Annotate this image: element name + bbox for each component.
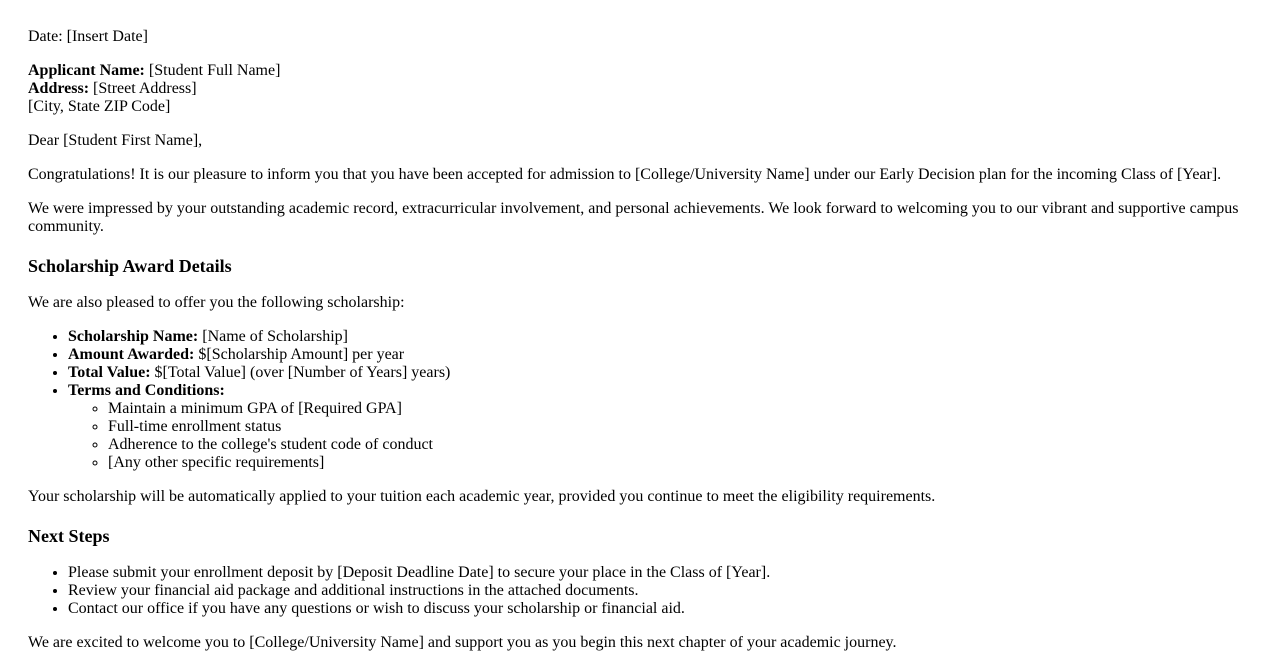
amount-awarded-label: Amount Awarded: (68, 346, 195, 363)
impressed-paragraph: We were impressed by your outstanding academic record, extracurricular involvement, and personal achievements. We look forward to welcoming you to our vibrant and supportive campus community. (28, 200, 1239, 235)
applicant-name-line (28, 62, 1248, 80)
list-item: • Contact our office if you have any questions or wish to discuss your scholarship or financial aid. (68, 600, 1248, 618)
address-line (28, 80, 1248, 98)
applicant-name-label: Applicant Name: (28, 62, 145, 79)
applicant-name-value: [Student Full Name] (144, 62, 281, 79)
next-steps-heading: Next Steps (28, 526, 110, 546)
applicant-block (28, 62, 1248, 116)
list-item (68, 364, 1248, 382)
scholarship-applied-note: Your scholarship will be automatically applied to your tuition each academic year, provided you continue to meet the eligibility requirements. (28, 488, 936, 505)
address-line-2: [City, State ZIP Code] (28, 98, 171, 115)
scholarship-intro: We are also pleased to offer you the following scholarship: (28, 294, 405, 311)
scholarship-name-label: Scholarship Name: (68, 328, 199, 345)
address-value: [Street Address] (89, 80, 197, 97)
terms-label: Terms and Conditions: (68, 382, 225, 399)
scholarship-name-value: [Name of Scholarship] (198, 328, 348, 345)
terms-item: ◦ [Any other specific requirements] (108, 454, 1248, 472)
list-item: • Please submit your enrollment deposit by [Deposit Deadline Date] to secure your place in the Class of [Year]. (68, 564, 1248, 582)
total-value-value: $[Total Value] (over [Number of Years] years) (150, 364, 451, 381)
terms-item: ◦ Maintain a minimum GPA of [Required GPA] (108, 400, 1248, 418)
list-item: • Review your financial aid package and additional instructions in the attached documents. (68, 582, 1248, 600)
scholarship-details-list (28, 328, 1248, 472)
amount-awarded-value: $[Scholarship Amount] per year (194, 346, 405, 363)
terms-item: ◦ Adherence to the college's student code of conduct (108, 436, 1248, 454)
list-item (68, 328, 1248, 346)
terms-list (68, 400, 1248, 472)
congratulations-paragraph: Congratulations! It is our pleasure to inform you that you have been accepted for admission to [College/University Name] under our Early Decision plan for the incoming Class of [Year]. (28, 166, 1222, 183)
salutation: Dear [Student First Name], (28, 132, 203, 149)
scholarship-heading: Scholarship Award Details (28, 256, 232, 276)
list-item (68, 382, 1248, 472)
address-label: Address: (28, 80, 90, 97)
total-value-label: Total Value: (68, 364, 151, 381)
terms-item: ◦ Full-time enrollment status (108, 418, 1248, 436)
list-item (68, 346, 1248, 364)
date-line: Date: [Insert Date] (28, 28, 148, 45)
next-steps-list (28, 564, 1248, 618)
closing-paragraph: We are excited to welcome you to [College/University Name] and support you as you begin this next chapter of your academic journey. (28, 634, 897, 651)
letter-page (28, 28, 1248, 668)
